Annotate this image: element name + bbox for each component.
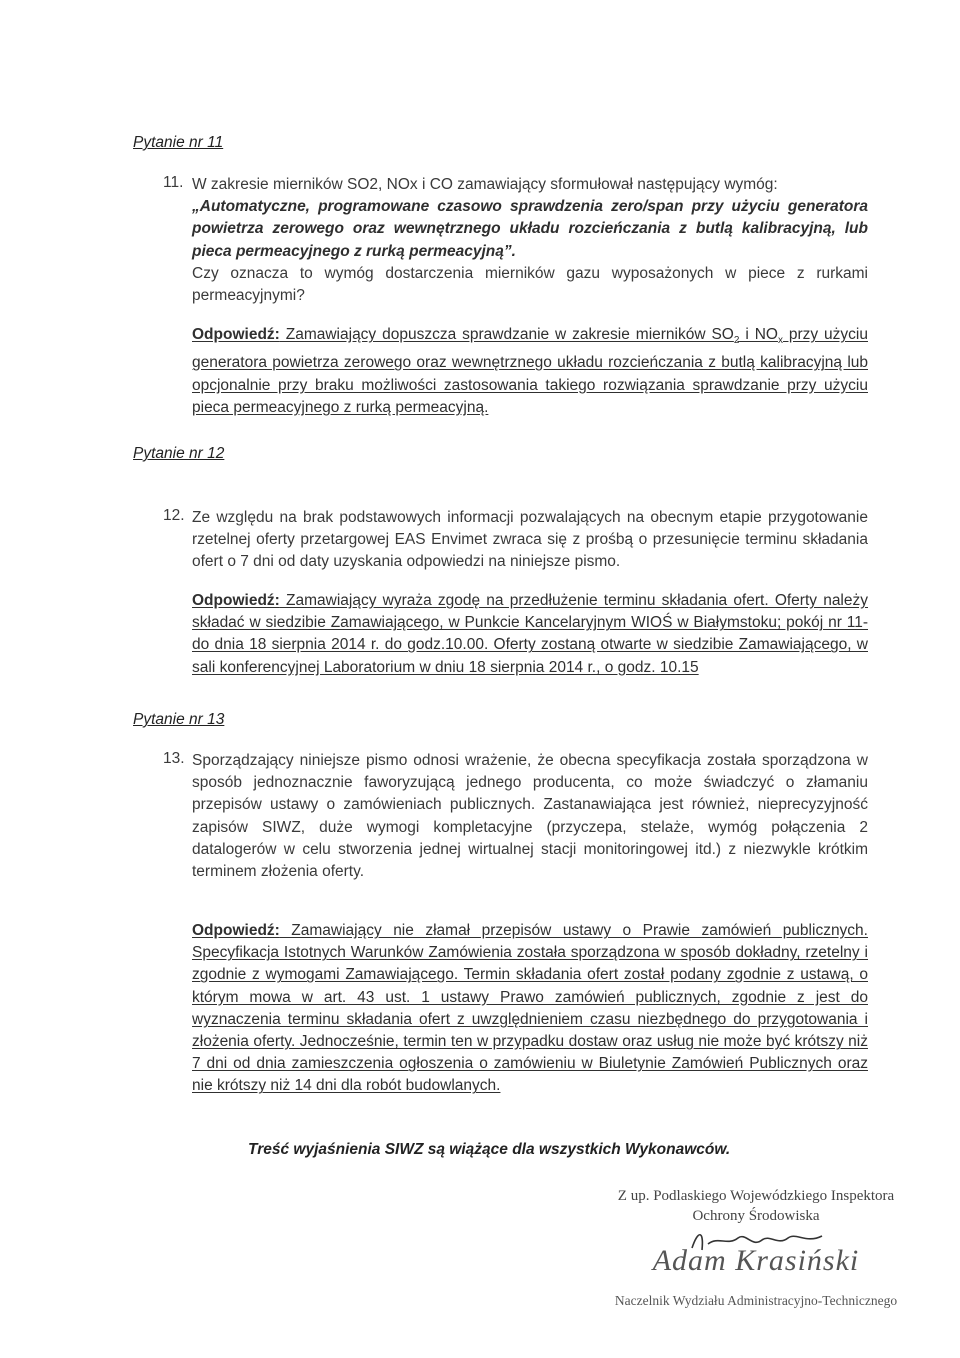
answer-13-lead: Odpowiedź: — [192, 922, 280, 939]
question-12-text: Ze względu na brak podstawowych informacji pozwalających na obecnym etapie przygotowanie rzetelnej oferty przetargowej EAS Envimet zwraca się z prośbą o przesunięcie terminu składania ofert o 7 dni od daty uzyskania odpowiedzi na niniejsze pismo. — [192, 509, 868, 571]
stamp-line-2: Ochrony Środowiska — [692, 1208, 820, 1224]
question-11-text: Czy oznacza to wymóg dostarczenia mierników gazu wyposażonych w piece z rurkami permeacyjnymi? — [192, 264, 868, 305]
signature-stamp — [606, 1186, 906, 1310]
question-12-number: 12. — [163, 507, 185, 524]
answer-12 — [192, 590, 868, 679]
question-13-number: 13. — [163, 750, 185, 767]
stamp-line-1: Z up. Podlaskiego Wojewódzkiego Inspektora — [617, 1188, 895, 1204]
answer-11-sub2: x — [777, 335, 783, 347]
answer-11-lead: Odpowiedź: — [192, 326, 280, 343]
answer-12-lead: Odpowiedź: — [192, 592, 280, 609]
answer-11-sub1: 2 — [733, 335, 740, 347]
closing-statement: Treść wyjaśnienia SIWZ są wiążące dla wszystkich Wykonawców. — [248, 1141, 731, 1158]
question-11-number: 11. — [163, 174, 184, 191]
question-11-body — [192, 174, 868, 307]
question-13-text: Sporządzający niniejsze pismo odnosi wrażenie, że obecna specyfikacja została sporządzona w sposób jednoznacznie faworyzującą jednego producenta, co może świadczyć o złamaniu przepisów ustawy o zamówieniach publicznych. Zastanawiająca jest również, nieprecyzyjność zapisów SIWZ, duże wymogi kompletacyjne (przyczepa, stelaże, wymóg połączenia 2 datalogerów w celu stworzenia jednej wirtualnej stacji monitoringowej itd.) z niezwykle krótkim terminem złożenia oferty. — [192, 752, 868, 881]
answer-11-part3: przy użyciu generatora powietrza zerowego oraz wewnętrznego układu rozcieńczania z butlą kalibracyjną lub opcjonalnie przy braku możliwości zastosowania takiego rozwiązania sprawdzanie przy użyciu pieca permeacyjnego z rurką permeacyjną. — [192, 326, 868, 416]
signer-name: Adam Krasiński — [652, 1244, 860, 1277]
answer-13-text: Zamawiający nie złamał przepisów ustawy o Prawie zamówień publicznych. Specyfikacja Istotnych Warunków Zamówienia została sporządzona w sposób dokładny, rzetelny i zgodnie z wymogami Zamawiającego. Termin składania ofert został podany zgodnie z ustawą, o którym mowa w art. 43 ust. 1 ustawy Prawo zamówień publicznych, zgodnie z jest do wyznaczenia terminu składania ofert z uwzględnieniem czasu niezbędnego do przygotowania i złożenia oferty. Jednocześnie, termin ten w przypadku dostaw oraz usług nie może być krótszy niż 7 dni od dnia zamieszczenia ogłoszenia o zamówieniu w Biuletynie Zamówień Publicznych oraz nie krótszy niż 14 dni dla robót budowlanych. — [192, 922, 868, 1095]
answer-11 — [192, 324, 868, 419]
answer-13 — [192, 920, 868, 1098]
question-11-heading: Pytanie nr 11 — [133, 134, 224, 151]
question-12-heading: Pytanie nr 12 — [133, 445, 225, 462]
question-11-quote: „Automatyczne, programowane czasowo sprawdzenia zero/span przy użyciu generatora powietrza zerowego oraz wewnętrznego układu rozcieńczania z butlą kalibracyjną, lub pieca permeacyjnego z rurką permeacyjną”. — [192, 198, 868, 260]
answer-11-part1: Zamawiający dopuszcza sprawdzanie w zakresie mierników SO — [279, 326, 734, 343]
signature-area — [606, 1226, 906, 1278]
question-11-intro: W zakresie mierników SO2, NOx i CO zamawiający sformułował następujący wymóg: — [192, 176, 778, 193]
question-13-heading: Pytanie nr 13 — [133, 711, 225, 728]
answer-11-part2: i NO — [739, 326, 778, 343]
stamp-line-4: Naczelnik Wydziału Administracyjno-Technicznego — [614, 1293, 898, 1308]
answer-12-text: Zamawiający wyraża zgodę na przedłużenie terminu składania ofert. Oferty należy składać w siedzibie Zamawiającego, w Punkcie Kancelaryjnym WIOŚ w Białymstoku; pokój nr 11- do dnia 18 sierpnia 2014 r. do godz.10.00. Oferty zostaną otwarte w siedzibie Zamawiającego, w sali konferencyjnej Laboratorium w dniu 18 sierpnia 2014 r., o godz. 10.15 — [192, 592, 868, 676]
